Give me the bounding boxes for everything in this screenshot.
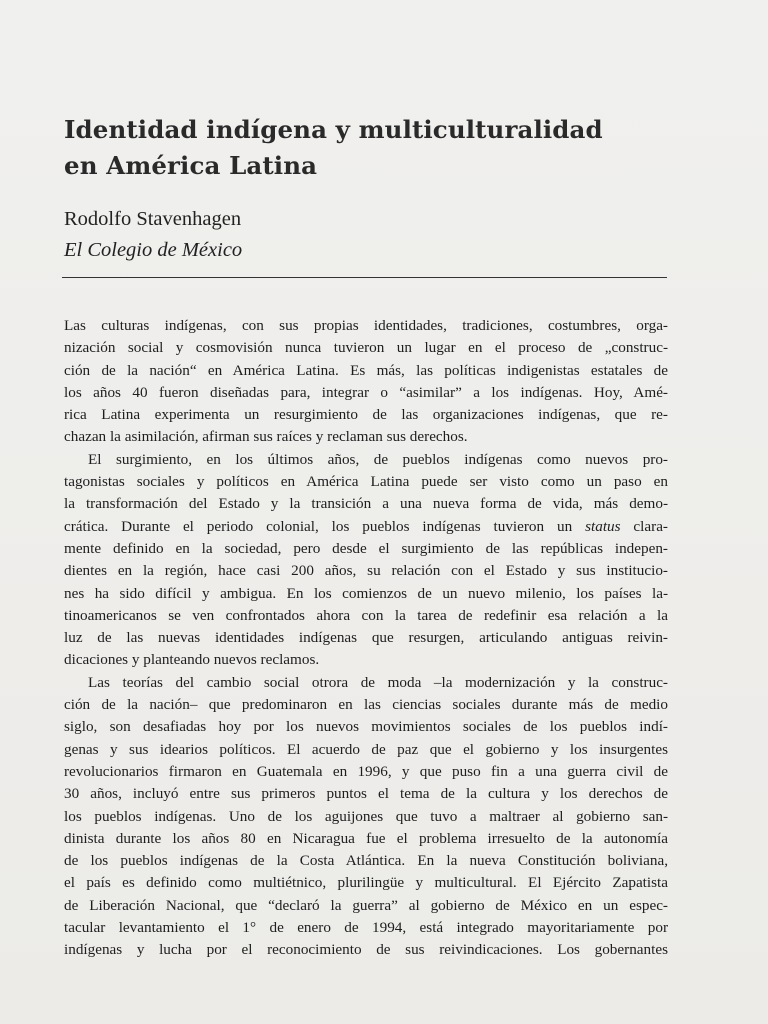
article-body (64, 315, 668, 962)
article-title-line-2: en América Latina (64, 151, 318, 180)
body-line: nes ha sido difícil y ambigua. En los comienzos de un nuevo milenio, los países la- (64, 584, 668, 602)
body-line: El surgimiento, en los últimos años, de pueblos indígenas como nuevos pro- (88, 450, 668, 468)
body-line: el país es definido como multiétnico, plurilingüe y multicultural. El Ejército Zapatista (64, 874, 668, 892)
article-title (64, 112, 684, 184)
body-line: revolucionarios firmaron en Guatemala en 1996, y que puso fin a una guerra civil de (64, 762, 668, 780)
body-line: tinoamericanos se ven confrontados ahora con la tarea de redefinir esa relación a la (64, 606, 668, 624)
body-line: los años 40 fueron diseñadas para, integrar o “asimilar” a los indígenas. Hoy, Amé- (64, 383, 668, 401)
article-title-line-1: Identidad indígena y multiculturalidad (64, 115, 603, 144)
body-line: siglo, son desafiadas hoy por los nuevos movimientos sociales de los pueblos indí- (64, 718, 668, 736)
body-line: la transformación del Estado y la transición a una nueva forma de vida, más demo- (64, 495, 668, 513)
author-name: Rodolfo Stavenhagen (64, 208, 242, 230)
body-line: los pueblos indígenas. Uno de los aguijones que tuvo a maltraer al gobierno san- (64, 807, 668, 825)
author-affiliation: El Colegio de México (64, 239, 243, 261)
paragraph (64, 315, 668, 449)
body-line: Las culturas indígenas, con sus propias identidades, tradiciones, costumbres, orga- (64, 317, 668, 334)
body-line: Las teorías del cambio social otrora de moda –la modernización y la construc- (88, 673, 668, 691)
body-line: mente definido en la sociedad, pero desde el surgimiento de las repúblicas indepen- (64, 539, 668, 557)
paragraph (64, 672, 668, 962)
body-line: genas y sus idearios políticos. El acuerdo de paz que el gobierno y los insurgentes (64, 740, 668, 758)
body-line: nización social y cosmovisión nunca tuvieron un lugar en el proceso de „construc- (64, 339, 668, 357)
body-line: tagonistas sociales y políticos en América Latina puede ser visto como un paso en (64, 473, 668, 491)
body-line: dientes en la región, hace casi 200 años, su relación con el Estado y sus institucio- (64, 562, 668, 580)
body-line: indígenas y lucha por el reconocimiento de sus reivindicaciones. Los gobernantes (64, 941, 668, 959)
body-line: tacular levantamiento el 1° de enero de 1994, está integrado mayoritariamente por (64, 919, 668, 937)
body-line: dicaciones y planteando nuevos reclamos. (64, 651, 320, 669)
body-line: ción de la nación“ en América Latina. Es más, las políticas indigenistas estatales de (64, 361, 668, 379)
body-line: 30 años, incluyó entre sus primeros puntos el tema de la cultura y los derechos de (64, 785, 668, 803)
body-line: crática. Durante el periodo colonial, los pueblos indígenas tuvieron un status clara- (64, 517, 668, 535)
body-line: ción de la nación– que predominaron en las ciencias sociales durante más de medio (64, 696, 668, 714)
body-line: rica Latina experimenta un resurgimiento de las organizaciones indígenas, que re- (64, 406, 668, 424)
body-line: de los pueblos indígenas de la Costa Atlántica. En la nueva Constitución boliviana, (64, 852, 668, 870)
title-divider (62, 277, 667, 278)
paragraph (64, 449, 668, 672)
body-line: dinista durante los años 80 en Nicaragua fue el problema irresuelto de la autonomía (64, 829, 668, 847)
body-line: chazan la asimilación, afirman sus raíces y reclaman sus derechos. (64, 428, 468, 446)
body-line: luz de las nuevas identidades indígenas que resurgen, articulando antiguas reivin- (64, 629, 668, 647)
body-line: de Liberación Nacional, que “declaró la guerra” al gobierno de México en un espec- (64, 896, 668, 914)
